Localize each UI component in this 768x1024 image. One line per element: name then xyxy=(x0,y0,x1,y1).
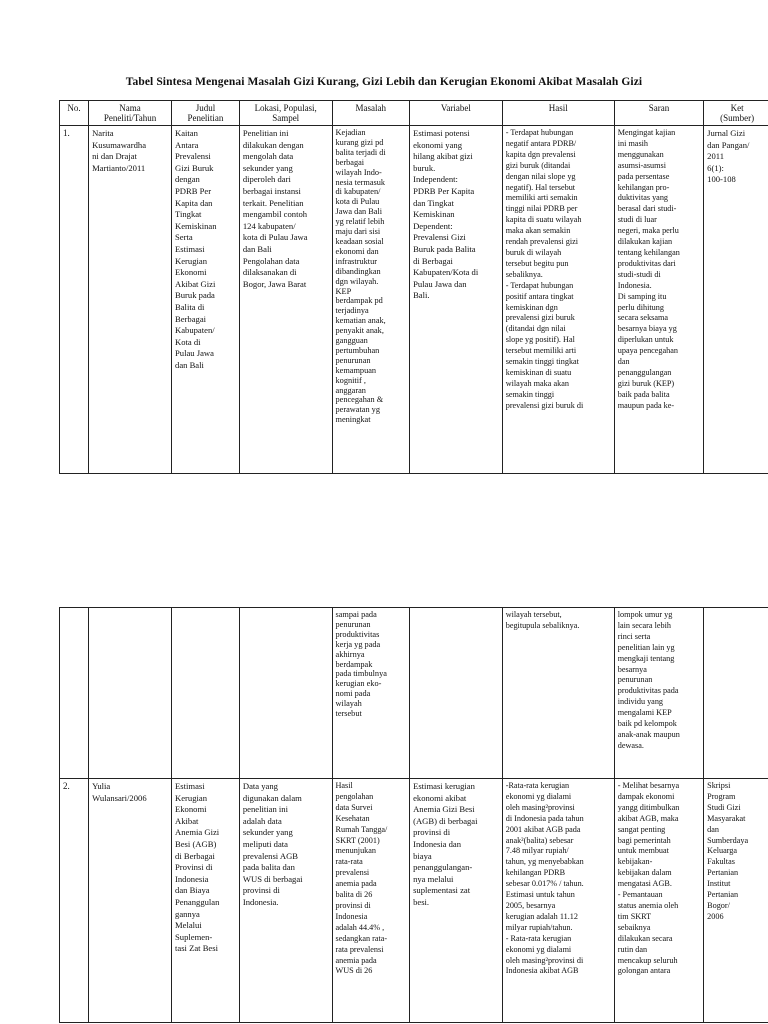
row2-ket: Skripsi Program Studi Gizi Masyarakat dan Sumberdaya Keluarga Fakultas Pertanian Institut Pertanian Bogor/ 2006 xyxy=(704,779,768,1023)
row2-nama: Yulia Wulansari/2006 xyxy=(89,779,172,1023)
header-nama: Nama Peneliti/Tahun xyxy=(89,101,172,126)
table-row xyxy=(60,126,768,474)
row1-judul: Kaitan Antara Prevalensi Gizi Buruk dengan PDRB Per Kapita dan Tingkat Kemiskinan Serta Estimasi Kerugian Ekonomi Akibat Gizi Buruk pada Balita di Berbagai Kabupaten/ Kota di Pulau Jawa dan Bali xyxy=(172,126,240,474)
row1-variabel: Estimasi potensi ekonomi yang hilang akibat gizi buruk. Independent: PDRB Per Kapita dan Tingkat Kemiskinan Dependent: Prevalensi Gizi Buruk pada Balita di Berbagai Kabupaten/Kota di Pulau Jawa dan Bali. xyxy=(410,126,503,474)
row1-cont-masalah: sampai pada penurunan produktivitas kerja yg pada akhirnya berdampak pada timbulnya kerugian eko- nomi pada wilayah tersebut xyxy=(332,608,410,779)
row1-cont-nama xyxy=(89,608,172,779)
row1-cont-lokasi xyxy=(239,608,332,779)
document-title: Tabel Sintesa Mengenai Masalah Gizi Kurang, Gizi Lebih dan Kerugian Ekonomi Akibat Masalah Gizi xyxy=(125,76,643,88)
row1-masalah: Kejadian kurang gizi pd balita terjadi di berbagai wilayah Indo- nesia termasuk di kabupaten/ kota di Pulau Jawa dan Bali yg relatif lebih maju dari sisi keadaan sosial ekonomi dan infrastruktur dibandingkan dgn wilayah. KEP berdampak pd terjadinya kematian anak, penyakit anak, gangguan pertumbuhan penurunan kemampuan kognitif , anggaran pencegahan & perawatan yg meningkat xyxy=(332,126,410,474)
header-hasil: Hasil xyxy=(502,101,614,126)
row1-lokasi: Penelitian ini dilakukan dengan mengolah data sekunder yang diperoleh dari berbagai instansi terkait. Penelitian mengambil contoh 124 kabupaten/ kota di Pulau Jawa dan Bali Pengolahan data dilaksanakan di Bogor, Jawa Barat xyxy=(239,126,332,474)
header-saran: Saran xyxy=(614,101,703,126)
header-judul: Judul Penelitian xyxy=(172,101,240,126)
row1-cont-variabel xyxy=(410,608,503,779)
header-ket: Ket (Sumber) xyxy=(704,101,768,126)
synthesis-table-part-1 xyxy=(59,100,768,474)
row1-ket: Jurnal Gizi dan Pangan/ 2011 6(1): 100-108 xyxy=(704,126,768,474)
row2-saran: - Melihat besarnya dampak ekonomi yangg ditimbulkan akibat AGB, maka sangat penting bagi pemerintah untuk membuat kebijakan- kebijakan dalam mengatasi AGB. - Pemantauan status anemia oleh tim SKRT sebaiknya dilakukan secara rutin dan mencakup seluruh golongan antara xyxy=(614,779,703,1023)
row1-saran: Mengingat kajian ini masih menggunakan asumsi-asumsi pada persentase kehilangan pro- duktivitas yang berasal dari studi- studi di luar negeri, maka perlu dilakukan kajian tentang kehilangan produktivitas dari studi-studi di Indonesia. Di samping itu perlu dihitung secara seksama besarnya biaya yg diperlukan untuk upaya pencegahan dan penanggulangan gizi buruk (KEP) baik pada balita maupun pada ke- xyxy=(614,126,703,474)
header-lokasi: Lokasi, Populasi, Sampel xyxy=(239,101,332,126)
table-row xyxy=(60,779,768,1023)
header-no: No. xyxy=(60,101,89,126)
header-masalah: Masalah xyxy=(332,101,410,126)
row1-cont-hasil: wilayah tersebut, begitupula sebaliknya. xyxy=(502,608,614,779)
row2-variabel: Estimasi kerugian ekonomi akibat Anemia Gizi Besi (AGB) di berbagai provinsi di Indonesia dan biaya penanggulangan- nya melalui suplementasi zat besi. xyxy=(410,779,503,1023)
row1-cont-judul xyxy=(172,608,240,779)
row1-nama: Narita Kusumawardha ni dan Drajat Martianto/2011 xyxy=(89,126,172,474)
row1-cont-ket xyxy=(704,608,768,779)
row1-no: 1. xyxy=(60,126,89,474)
synthesis-table-part-2 xyxy=(59,607,768,1023)
table-header-row xyxy=(60,101,768,126)
row2-judul: Estimasi Kerugian Ekonomi Akibat Anemia Gizi Besi (AGB) di Berbagai Provinsi di Indonesia dan Biaya Penanggulan gannya Melalui Suplemen- tasi Zat Besi xyxy=(172,779,240,1023)
row2-masalah: Hasil pengolahan data Survei Kesehatan Rumah Tangga/ SKRT (2001) menunjukan rata-rata prevalensi anemia pada balita di 26 provinsi di Indonesia adalah 44.4% , sedangkan rata- rata prevalensi anemia pada WUS di 26 xyxy=(332,779,410,1023)
row2-hasil: -Rata-rata kerugian ekonomi yg dialami oleh masing²provinsi di Indonesia pada tahun 2001 akibat AGB pada anak²(balita) sebesar 7.48 milyar rupiah/ tahun, yg menyebabkan kehilangan PDRB sebesar 0.017% / tahun. Estimasi untuk tahun 2005, besarnya kerugian adalah 11.12 milyar rupiah/tahun. - Rata-rata kerugian ekonomi yg dialami oleh masing²provinsi di Indonesia akibat AGB xyxy=(502,779,614,1023)
row1-cont-saran: lompok umur yg lain secara lebih rinci serta penelitian lain yg mengkaji tentang besarnya penurunan produktivitas pada individu yang mengalami KEP baik pd kelompok anak-anak maupun dewasa. xyxy=(614,608,703,779)
row1-cont-no xyxy=(60,608,89,779)
row1-hasil: - Terdapat hubungan negatif antara PDRB/ kapita dgn prevalensi gizi buruk (ditandai dengan nilai slope yg negatif). Hal tersebut memiliki arti semakin tinggi nilai PDRB per kapita di suatu wilayah maka akan semakin rendah prevalensi gizi buruk di wilayah tersebut begitu pun sebaliknya. - Terdapat hubungan positif antara tingkat kemiskinan dgn prevalensi gizi buruk (ditandai dgn nilai slope yg positif). Hal tersebut memiliki arti semakin tinggi tingkat kemiskinan di suatu wilayah maka akan semakin tinggi prevalensi gizi buruk di xyxy=(502,126,614,474)
table-row xyxy=(60,608,768,779)
row2-lokasi: Data yang digunakan dalam penelitian ini adalah data sekunder yang meliputi data prevalensi AGB pada balita dan WUS di berbagai provinsi di Indonesia. xyxy=(239,779,332,1023)
header-variabel: Variabel xyxy=(410,101,503,126)
row2-no: 2. xyxy=(60,779,89,1023)
